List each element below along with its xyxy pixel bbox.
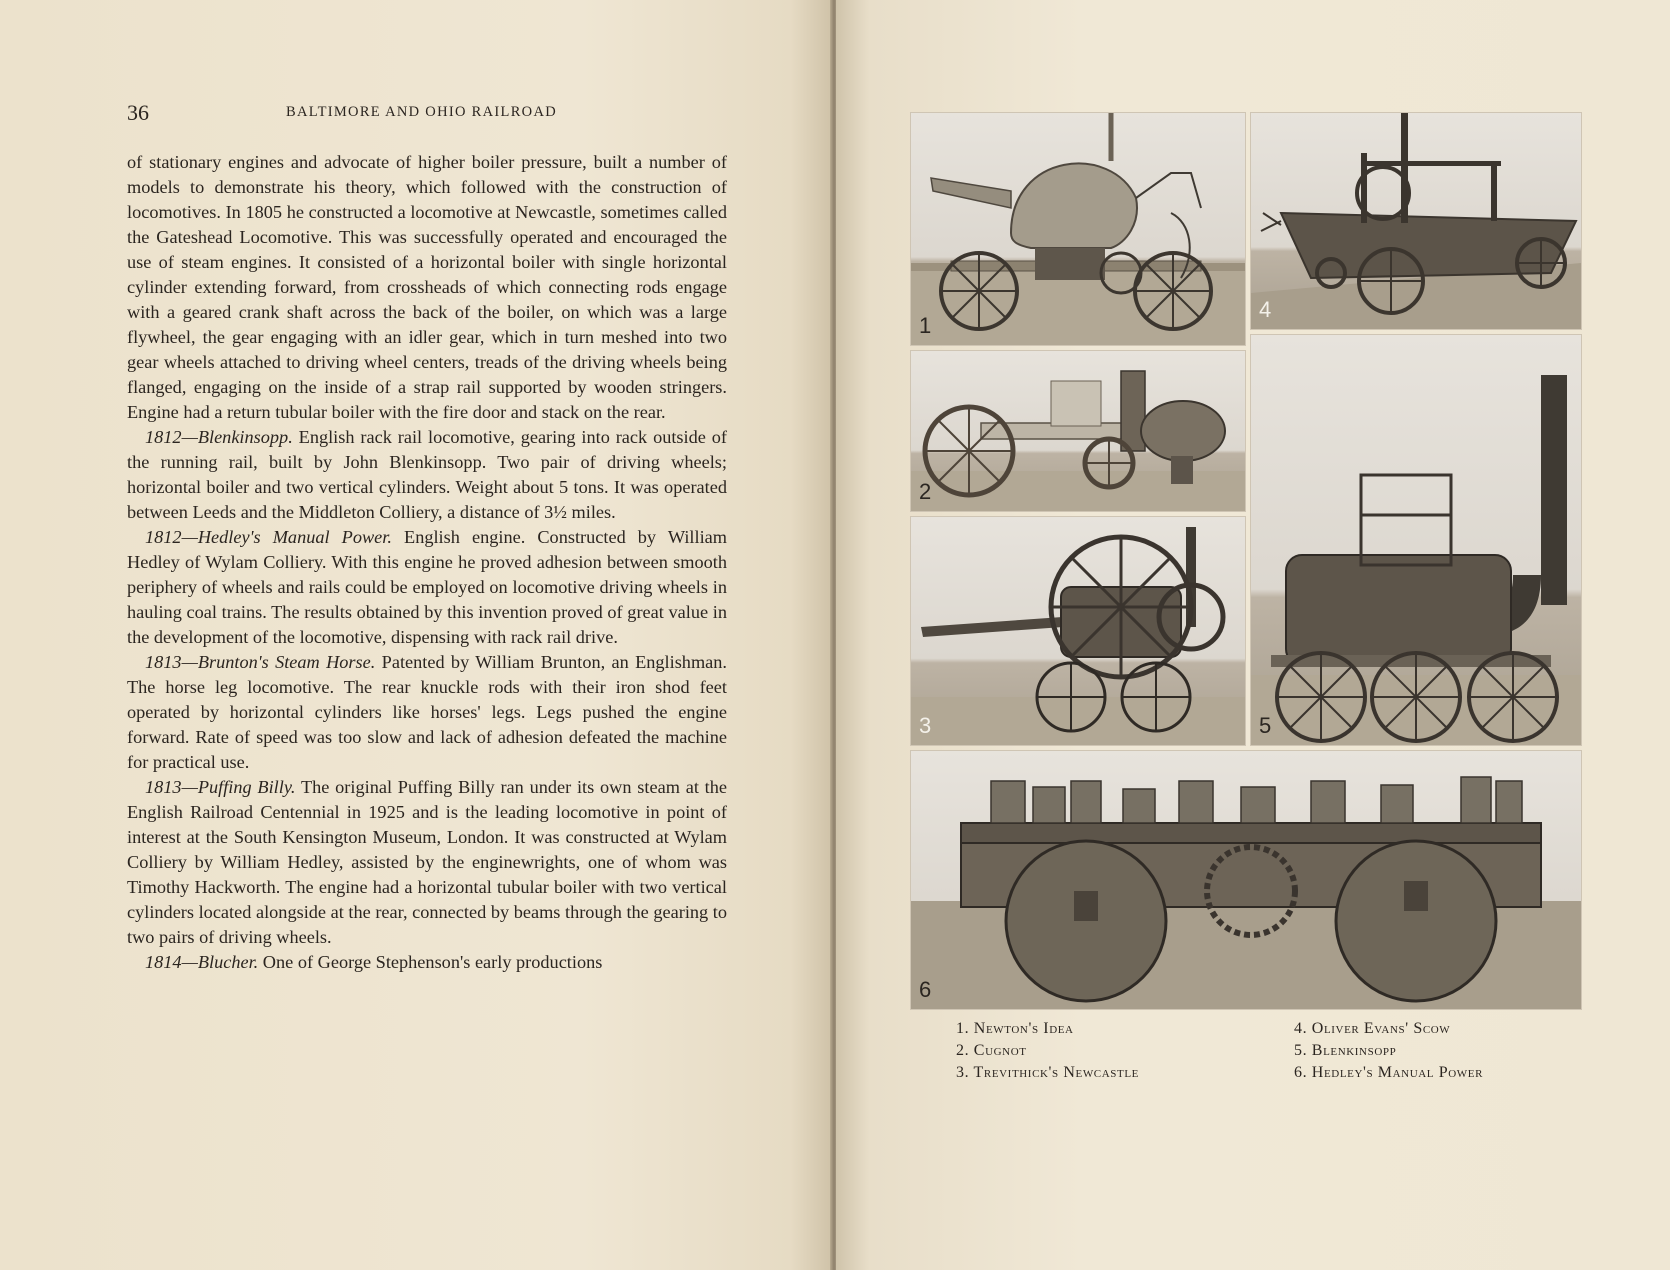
paragraph-blucher xyxy=(127,950,727,975)
page-number: 36 xyxy=(127,100,149,125)
running-head: BALTIMORE AND OHIO RAILROAD xyxy=(286,104,557,120)
plate-number: 6 xyxy=(919,977,932,1002)
entry-heading: 1812—Blenkinsopp. xyxy=(145,427,293,447)
entry-heading: 1812—Hedley's Manual Power. xyxy=(145,527,392,547)
hedleys-manual-power-illustration xyxy=(911,751,1581,1009)
oliver-evans-scow-illustration xyxy=(1251,113,1581,329)
plate-blenkinsopp xyxy=(1250,334,1582,746)
body-text xyxy=(127,150,727,975)
plate-number: 2 xyxy=(919,479,932,504)
caption-column-left xyxy=(956,1018,1139,1084)
caption-item: 5. Blenkinsopp xyxy=(1294,1042,1397,1059)
plate-cugnot xyxy=(910,350,1246,512)
plate-oliver-evans-scow xyxy=(1250,112,1582,330)
cugnot-illustration xyxy=(911,351,1245,511)
plate-hedleys-manual-power xyxy=(910,750,1582,1010)
caption-item: 1. Newton's Idea xyxy=(956,1020,1074,1037)
paragraph-brunton xyxy=(127,650,727,775)
blenkinsopp-illustration xyxy=(1251,335,1581,745)
paragraph-puffing-billy xyxy=(127,775,727,950)
entry-heading: 1813—Brunton's Steam Horse. xyxy=(145,652,376,672)
plate-number: 5 xyxy=(1259,713,1272,738)
paragraph-text: One of George Stephenson's early productions xyxy=(258,952,603,972)
trevithicks-newcastle-illustration xyxy=(911,517,1245,745)
plate-newtons-idea xyxy=(910,112,1246,346)
paragraph-text: Patented by William Brunton, an Englishman. The horse leg locomotive. The rear knuckle rods with their iron shod feet operated by horizontal cylinders like horses' legs. Legs pushed the engine forward. Rate of speed was too slow and lack of adhesion defeated the machine for practical use. xyxy=(127,652,727,772)
caption-item: 2. Cugnot xyxy=(956,1042,1027,1059)
paragraph-trevithick xyxy=(127,150,727,425)
caption-column-right xyxy=(1294,1018,1483,1084)
paragraph-blenkinsopp xyxy=(127,425,727,525)
plate-number: 1 xyxy=(919,313,932,338)
caption-item: 3. Trevithick's Newcastle xyxy=(956,1064,1139,1081)
paragraph-text: of stationary engines and advocate of higher boiler pressure, built a number of models to demonstrate his theory, which followed with the construction of locomotives. In 1805 he constructed a locomotive at Newcastle, sometimes called the Gateshead Locomotive. This was successfully operated and encouraged the use of steam engines. It consisted of a horizontal boiler with single horizontal cylinder extending forward, from crossheads of which connecting rods engage with a geared crank shaft across the back of the boiler, on which was a large flywheel, the gear engaging with an idler gear, which in turn meshed into two gear wheels attached to driving wheel centers, treads of the driving wheels being flanged, engaging on the inside of a strap rail supported by wooden stringers. Engine had a return tubular boiler with the fire door and stack on the rear. xyxy=(127,152,727,422)
newtons-idea-illustration xyxy=(911,113,1245,345)
paragraph-hedley xyxy=(127,525,727,650)
paragraph-text: English rack rail locomotive, gearing into rack outside of the running rail, built by John Blenkinsopp. Two pair of driving wheels; horizontal boiler and two vertical cylinders. Weight about 5 tons. It was operated between Leeds and the Middleton Colliery, a distance of 3½ miles. xyxy=(127,427,727,522)
paragraph-text: The original Puffing Billy ran under its own steam at the English Railroad Centennial in 1925 and is the leading locomotive in point of interest at the South Kensington Museum, London. It was constructed at Wylam Colliery by William Hedley, assisted by the enginewrights, one of whom was Timothy Hackworth. The engine had a horizontal tubular boiler with two vertical cylinders located alongside at the rear, connected by beams through the gearing to two pairs of driving wheels. xyxy=(127,777,728,947)
plate-number: 4 xyxy=(1259,297,1272,322)
paragraph-text: English engine. Constructed by William Hedley of Wylam Colliery. With this engine he proved adhesion between smooth periphery of wheels and rails could be employed on locomotive driving wheels in hauling coal trains. The results obtained by this invention proved of great value in the development of the locomotive, dispensing with rack rail drive. xyxy=(127,527,728,647)
entry-heading: 1813—Puffing Billy. xyxy=(145,777,296,797)
entry-heading: 1814—Blucher. xyxy=(145,952,259,972)
plate-trevithicks-newcastle xyxy=(910,516,1246,746)
caption-item: 4. Oliver Evans' Scow xyxy=(1294,1020,1451,1037)
plate-number: 3 xyxy=(919,713,932,738)
left-page xyxy=(0,0,832,1270)
caption-item: 6. Hedley's Manual Power xyxy=(1294,1064,1484,1081)
